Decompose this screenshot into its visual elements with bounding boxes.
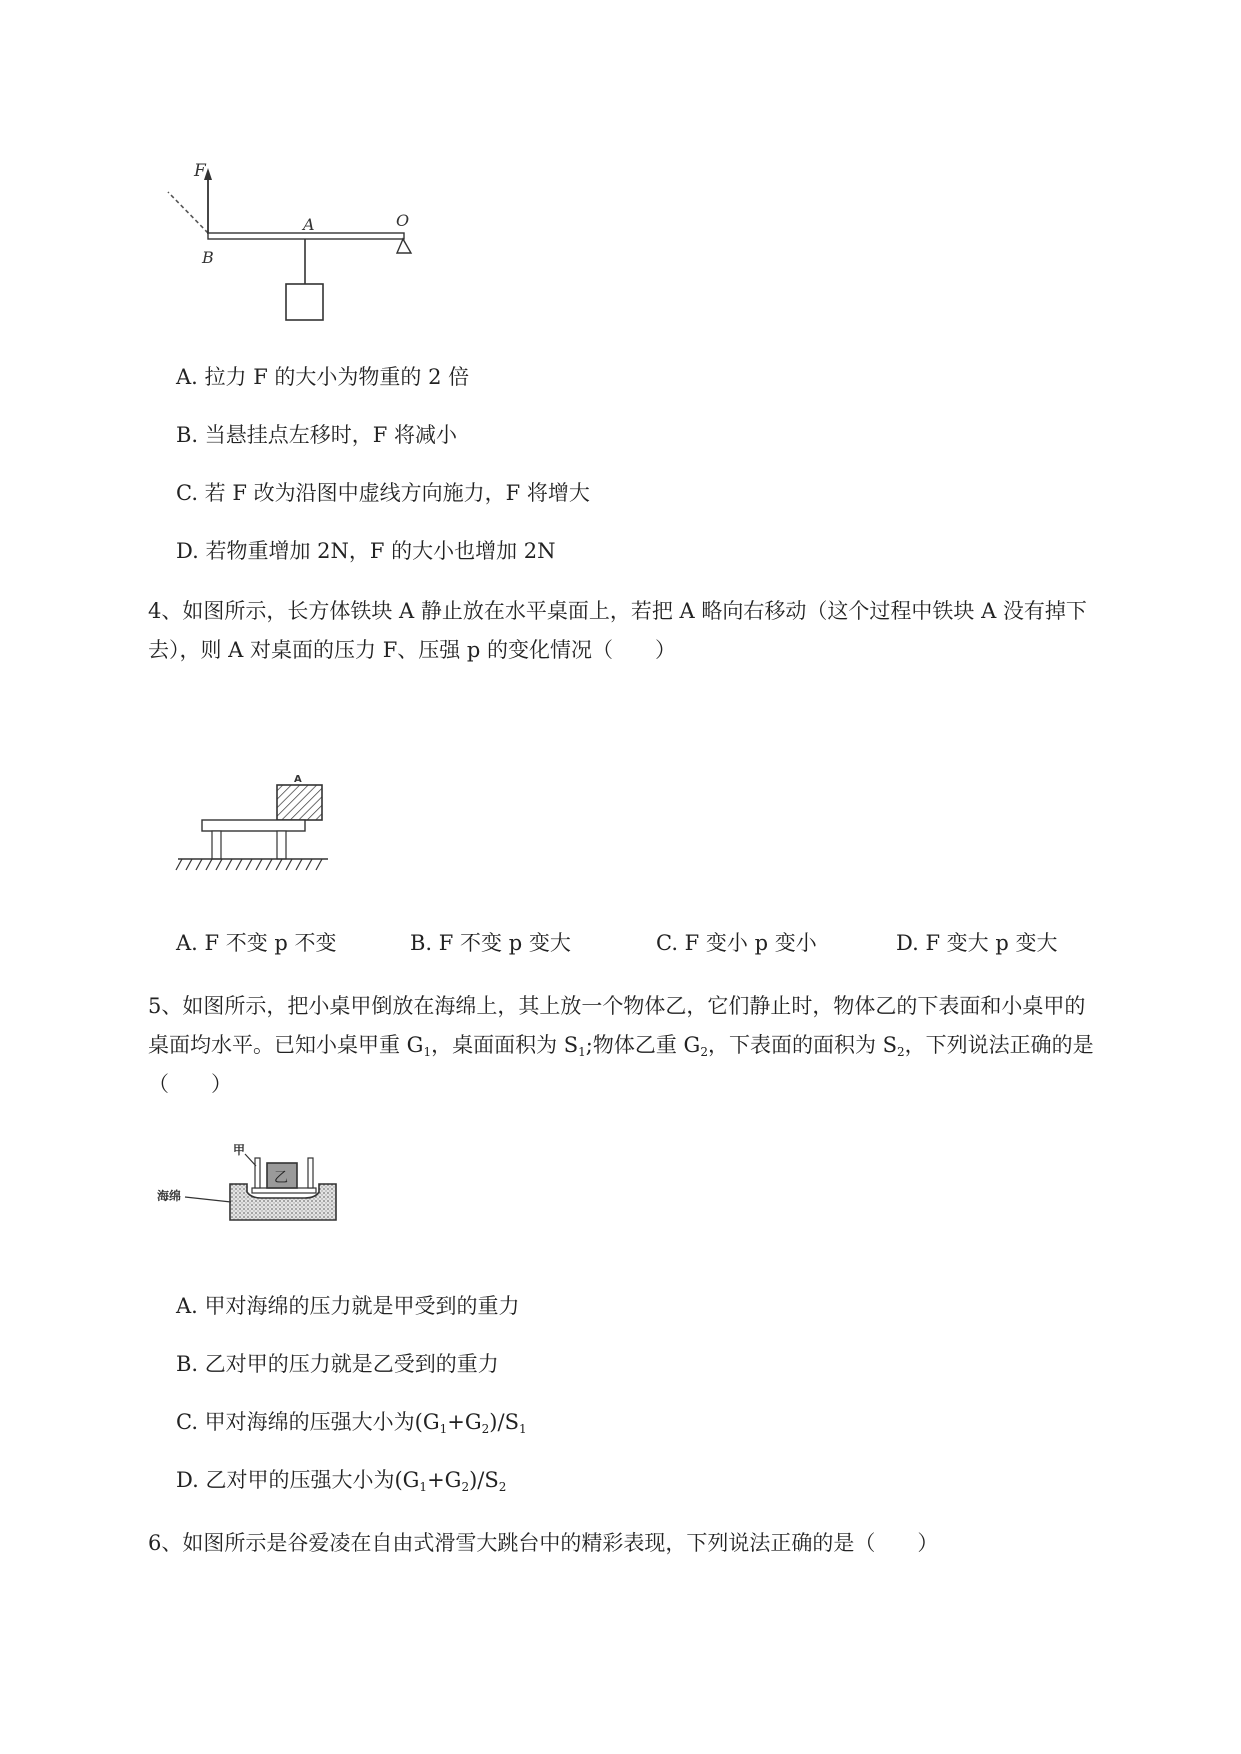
q5-option-c[interactable]	[176, 1409, 527, 1435]
q5-sub-s1: 1	[578, 1045, 586, 1059]
lever-figure	[160, 160, 480, 360]
q3-option-d[interactable]: D. 若物重增加 2N，F 的大小也增加 2N	[176, 539, 556, 563]
sponge-table-figure	[155, 1140, 355, 1225]
q5-option-b[interactable]: B. 乙对甲的压力就是乙受到的重力	[176, 1352, 499, 1376]
label-sponge: 海绵	[157, 1189, 182, 1203]
q5d-mid: +G	[427, 1468, 462, 1492]
table-leg-left	[212, 831, 221, 859]
q4-stem-line1: 4、如图所示，长方体铁块 A 静止放在水平桌面上，若把 A 略向右移动（这个过程中铁块 A 没有掉下	[148, 599, 1087, 623]
table-jia-leg-right	[308, 1158, 313, 1188]
q5-text-b: ，桌面面积为 S	[431, 1033, 579, 1057]
q5c-sub3: 1	[518, 1422, 527, 1436]
table-jia-leg-left	[255, 1158, 260, 1188]
label-O: O	[396, 211, 410, 230]
label-jia: 甲	[233, 1143, 246, 1157]
q4-stem-line2: 去），则 A 对桌面的压力 F、压强 p 的变化情况（ ）	[148, 638, 677, 662]
dashed-force-line	[168, 192, 208, 233]
pivot-triangle	[397, 239, 411, 253]
q5-option-a[interactable]: A. 甲对海绵的压力就是甲受到的重力	[176, 1294, 520, 1318]
q5c-post: )/S	[489, 1410, 519, 1434]
q5d-pre: D. 乙对甲的压强大小为(G	[176, 1468, 420, 1492]
q5d-post: )/S	[469, 1468, 499, 1492]
pointer-jia	[245, 1154, 256, 1166]
q5d-sub1: 1	[419, 1480, 428, 1494]
q6-stem-line1: 6、如图所示是谷爱凌在自由式滑雪大跳台中的精彩表现，下列说法正确的是（ ）	[148, 1531, 939, 1555]
label-A: A	[303, 215, 315, 234]
pointer-sponge	[185, 1197, 231, 1202]
table-leg-right	[277, 831, 286, 859]
q5-text-e: ，下列说法正确的是	[904, 1033, 1094, 1057]
q3-option-c[interactable]: C. 若 F 改为沿图中虚线方向施力，F 将增大	[176, 481, 590, 505]
q5-sub-g1: 1	[423, 1045, 432, 1059]
q5c-mid: +G	[447, 1410, 482, 1434]
q5-text-a: 桌面均水平。已知小桌甲重 G	[148, 1033, 424, 1057]
q5c-pre: C. 甲对海绵的压强大小为(G	[176, 1410, 440, 1434]
q5-option-d[interactable]	[176, 1467, 506, 1493]
label-F: F	[194, 161, 206, 181]
ground-hatch	[176, 859, 322, 870]
q4-option-c[interactable]: C. F 变小 p 变小	[656, 931, 817, 955]
q5-sub-s2: 2	[897, 1045, 905, 1059]
table-block-figure	[170, 770, 340, 880]
q5-sub-g2: 2	[700, 1045, 708, 1059]
iron-block-A	[277, 785, 322, 820]
q4-option-a[interactable]: A. F 不变 p 不变	[176, 931, 337, 955]
q5d-sub2: 2	[461, 1480, 470, 1494]
q3-option-b[interactable]: B. 当悬挂点左移时，F 将减小	[176, 423, 458, 447]
label-yi: 乙	[274, 1170, 288, 1186]
label-B: B	[202, 248, 214, 267]
q5c-sub2: 2	[481, 1422, 490, 1436]
q4-option-b[interactable]: B. F 不变 p 变大	[410, 931, 571, 955]
q5-text-c: ;物体乙重 G	[585, 1033, 701, 1057]
q3-option-a[interactable]: A. 拉力 F 的大小为物重的 2 倍	[176, 365, 470, 389]
q5-stem-line3: （ ）	[148, 1072, 232, 1096]
label-block-A: A	[294, 774, 302, 785]
q5-text-d: ，下表面的面积为 S	[707, 1033, 898, 1057]
weight-box	[286, 284, 323, 320]
q5-stem-line2	[148, 1032, 1094, 1058]
q4-option-d[interactable]: D. F 变大 p 变大	[896, 931, 1058, 955]
table-top	[202, 820, 305, 831]
q5d-sub3: 2	[498, 1480, 507, 1494]
q5-stem-line1: 5、如图所示，把小桌甲倒放在海绵上，其上放一个物体乙，它们静止时，物体乙的下表面和小桌甲的	[148, 994, 1086, 1018]
q5c-sub1: 1	[439, 1422, 448, 1436]
